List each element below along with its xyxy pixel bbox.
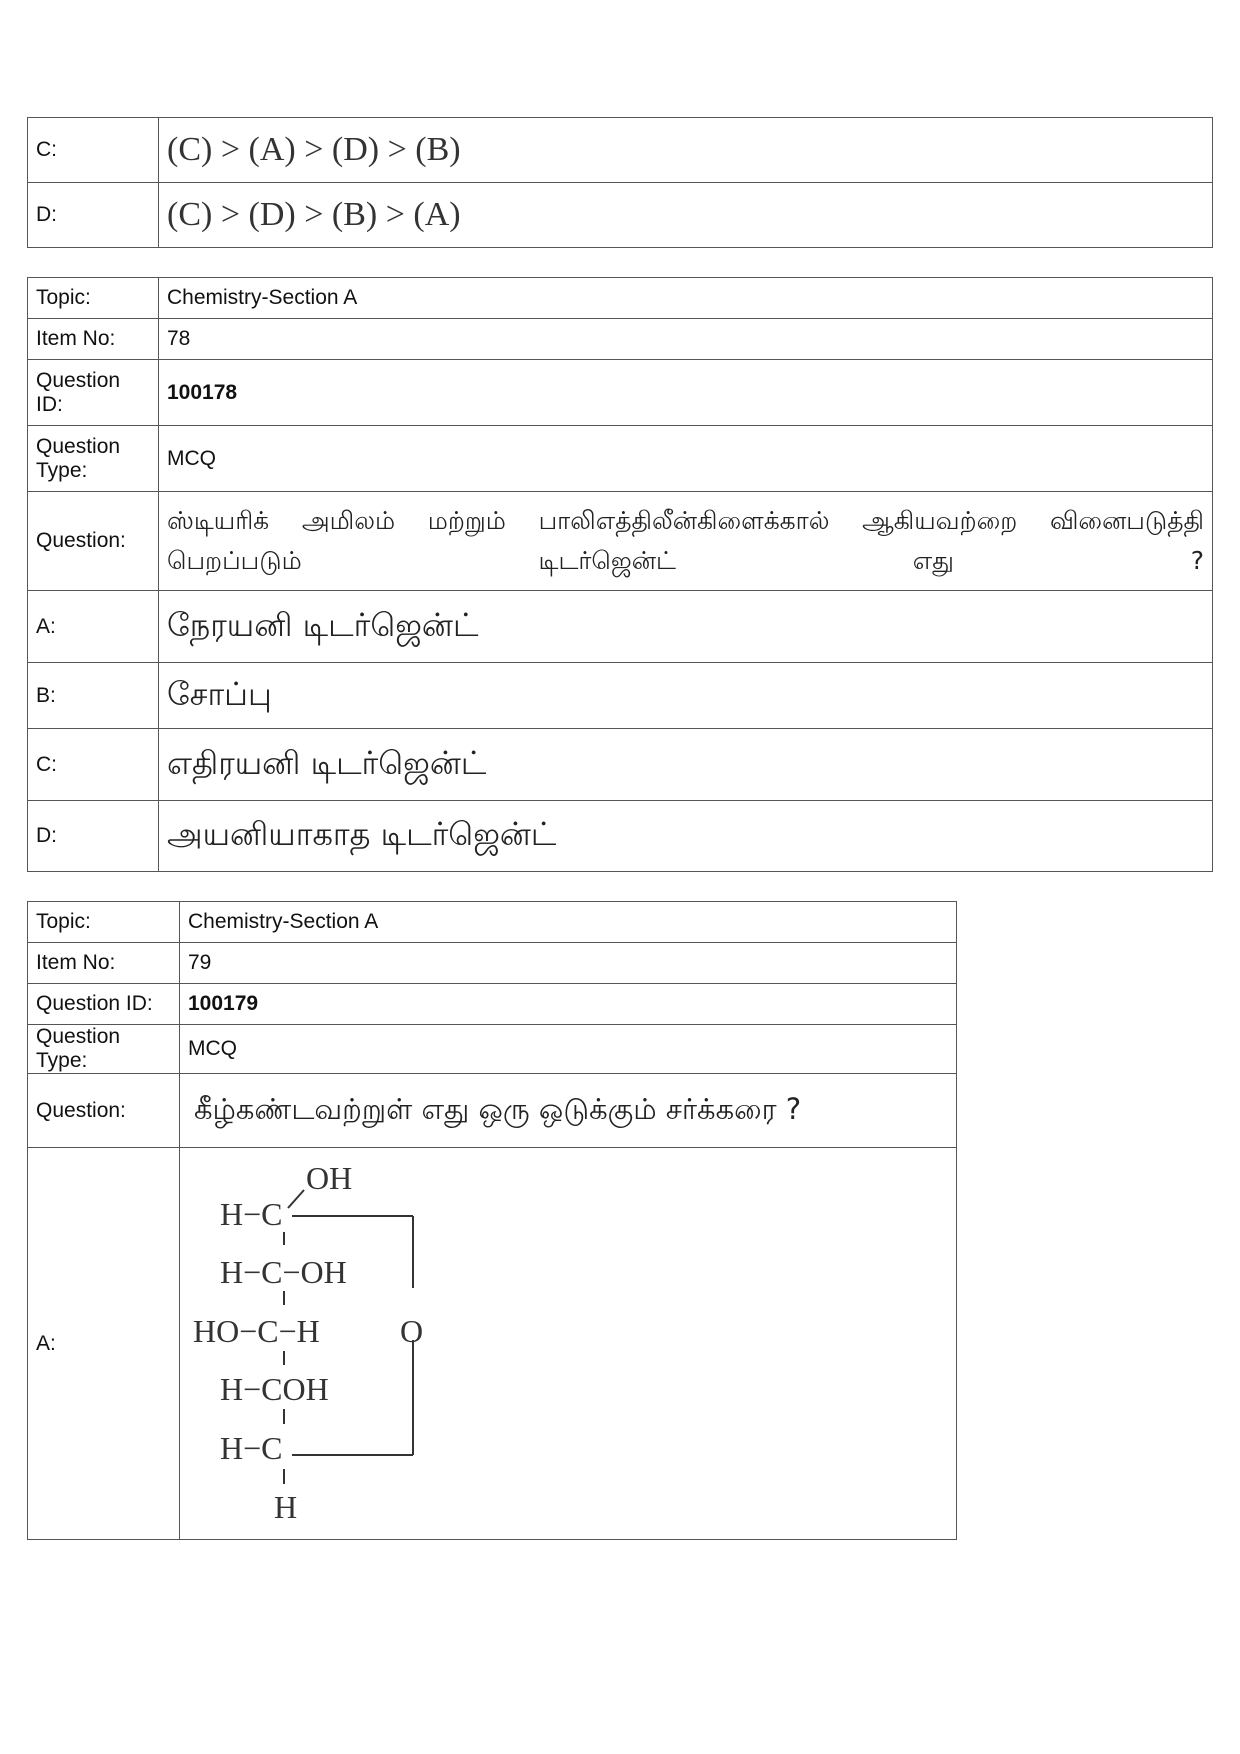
question-row xyxy=(28,1074,957,1148)
topic-row xyxy=(28,902,957,943)
item-label: Item No: xyxy=(28,319,159,360)
option-row-a xyxy=(28,1148,957,1540)
option-a-structure-cell xyxy=(180,1148,957,1540)
oh-top-label: OH xyxy=(306,1160,353,1196)
sugar-structure-diagram xyxy=(180,1148,956,1533)
item-label: Item No: xyxy=(28,943,180,984)
option-row-b xyxy=(28,663,1213,729)
structure-row-5: H−C xyxy=(220,1430,283,1466)
option-row-c xyxy=(28,118,1213,183)
item-value: 79 xyxy=(180,943,957,984)
option-row-d xyxy=(28,183,1213,248)
option-value: அயனியாகாத டிடர்ஜென்ட் xyxy=(159,801,1213,872)
question-id-label: Question ID: xyxy=(28,360,159,426)
structure-row-2: H−C−OH xyxy=(220,1254,347,1290)
option-value: (C) > (A) > (D) > (B) xyxy=(159,118,1213,183)
question-type-label: Question Type: xyxy=(28,426,159,492)
question-id-value: 100178 xyxy=(159,360,1213,426)
question-id-row xyxy=(28,360,1213,426)
question-label: Question: xyxy=(28,492,159,591)
option-label: A: xyxy=(28,1148,180,1540)
option-label: D: xyxy=(28,801,159,872)
item-row xyxy=(28,319,1213,360)
option-value: (C) > (D) > (B) > (A) xyxy=(159,183,1213,248)
topic-label: Topic: xyxy=(28,278,159,319)
ring-oxygen-label: O xyxy=(400,1313,424,1349)
question-row xyxy=(28,492,1213,591)
question-type-value: MCQ xyxy=(159,426,1213,492)
question-type-value: MCQ xyxy=(180,1025,957,1074)
question-text: கீழ்கண்டவற்றுள் எது ஒரு ஒடுக்கும் சர்க்கரை ? xyxy=(180,1074,957,1148)
oh-bond xyxy=(288,1190,304,1208)
question-type-row xyxy=(28,1025,957,1074)
option-label: D: xyxy=(28,183,159,248)
structure-row-1: H−C xyxy=(220,1196,283,1232)
previous-question-options-table xyxy=(27,117,1213,248)
question-text: ஸ்டியரிக் அமிலம் மற்றும் பாலிஎத்திலீன்கிளைக்கால் ஆகியவற்றை வினைபடுத்தி பெறப்படும் டிடர்ஜென்ட் எது ? xyxy=(159,492,1213,591)
question-type-label: Question Type: xyxy=(28,1025,180,1074)
option-label: C: xyxy=(28,729,159,801)
question-type-row xyxy=(28,426,1213,492)
option-value: நேரயனி டிடர்ஜென்ட் xyxy=(159,591,1213,663)
question-id-label: Question ID: xyxy=(28,984,180,1025)
option-value: எதிரயனி டிடர்ஜென்ட் xyxy=(159,729,1213,801)
option-row-d xyxy=(28,801,1213,872)
structure-row-3: HO−C−H xyxy=(193,1313,320,1349)
question-78-table xyxy=(27,277,1213,872)
topic-value: Chemistry-Section A xyxy=(180,902,957,943)
question-label: Question: xyxy=(28,1074,180,1148)
item-row xyxy=(28,943,957,984)
question-79-table xyxy=(27,901,957,1540)
option-label: A: xyxy=(28,591,159,663)
question-id-row xyxy=(28,984,957,1025)
option-label: C: xyxy=(28,118,159,183)
option-value: சோப்பு xyxy=(159,663,1213,729)
structure-row-4: H−COH xyxy=(220,1371,329,1407)
topic-row xyxy=(28,278,1213,319)
option-row-c xyxy=(28,729,1213,801)
item-value: 78 xyxy=(159,319,1213,360)
question-id-value: 100179 xyxy=(180,984,957,1025)
topic-value: Chemistry-Section A xyxy=(159,278,1213,319)
option-row-a xyxy=(28,591,1213,663)
bottom-hydrogen-label: H xyxy=(274,1489,298,1525)
option-label: B: xyxy=(28,663,159,729)
topic-label: Topic: xyxy=(28,902,180,943)
